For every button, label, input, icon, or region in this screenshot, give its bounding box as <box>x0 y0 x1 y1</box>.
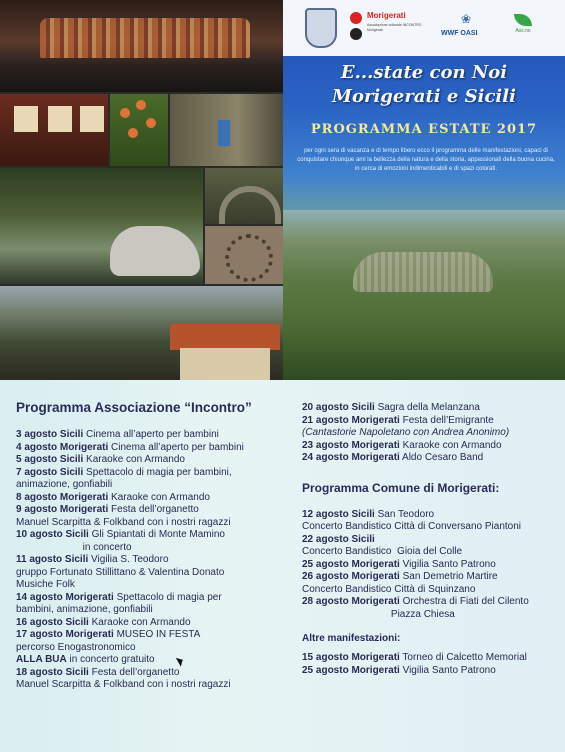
event-date: 14 agosto Morigerati <box>16 591 114 603</box>
event-line <box>302 665 562 678</box>
association-secondary-icon <box>350 28 362 40</box>
association-logo-icon <box>350 12 362 24</box>
event-line <box>16 654 286 667</box>
interior-photo <box>0 94 108 166</box>
event-line <box>16 629 286 642</box>
event-line <box>302 596 562 609</box>
event-date: 17 agosto Morigerati <box>16 629 114 640</box>
event-date: 20 agosto Sicili <box>302 402 375 413</box>
event-description: Vigilia Santo Patrono <box>399 558 496 570</box>
event-detail: percorso Enogastronomico <box>16 641 136 653</box>
event-line <box>302 509 562 522</box>
event-detail: Concerto Bandistico Gioia del Colle <box>302 546 463 557</box>
association-event-list <box>16 429 286 692</box>
sponsor-logos <box>283 0 565 56</box>
photo-collage <box>0 0 283 380</box>
other-events-title: Altre manifestazioni: <box>302 633 401 644</box>
comune-program-title: Programma Comune di Morigerati: <box>302 480 500 495</box>
event-line <box>16 504 286 517</box>
headline-line-1: E...state con Noi <box>340 62 508 83</box>
event-date: 21 agosto Morigerati <box>302 414 400 426</box>
event-line <box>302 571 562 584</box>
mountain-village-photo <box>283 210 565 380</box>
association-program-title: Programma Associazione “Incontro” <box>16 400 252 415</box>
event-date: 4 agosto Morigerati <box>16 441 109 453</box>
event-line <box>302 452 562 465</box>
right-program-column <box>302 402 562 677</box>
event-description: Karaoke con Armando <box>399 439 502 451</box>
event-description: Karaoke con Armando <box>108 491 210 503</box>
other-event-list <box>302 652 562 677</box>
river-gorge-photo <box>0 168 203 284</box>
event-detail: gruppo Fortunato Stillittano & Valentina Donato <box>16 566 225 578</box>
event-date: 16 agosto Sicili <box>16 616 89 628</box>
event-description: Aldo Cesaro Band <box>399 452 484 463</box>
event-line <box>16 529 286 542</box>
event-date: 8 agosto Morigerati <box>16 491 109 503</box>
program-section <box>0 380 565 752</box>
event-description: Karaoke con Armando <box>83 454 185 465</box>
event-date: 28 agosto Morigerati <box>302 596 400 607</box>
event-detail: Piazza Chiesa <box>302 608 455 620</box>
program-title: PROGRAMMA ESTATE 2017 <box>310 122 538 137</box>
night-town-photo <box>0 0 283 92</box>
event-description: Cinema all’aperto per bambini <box>108 441 244 453</box>
summer-program-poster <box>283 0 565 380</box>
event-date: 5 agosto Sicili <box>16 454 84 465</box>
event-description: Vigilia S. Teodoro <box>88 554 169 565</box>
event-date: 23 agosto Morigerati <box>302 439 400 451</box>
event-line <box>302 415 562 428</box>
org-name: Morigerati <box>367 11 406 20</box>
event-description: Torneo di Calcetto Memorial <box>399 652 527 663</box>
event-description: Sagra della Melanzana <box>374 402 480 413</box>
event-detail: Manuel Scarpitta & Folkband con i nostri ragazzi <box>16 679 231 690</box>
event-line <box>16 617 286 630</box>
event-detail: Concerto Bandistico Città di Squinzano <box>302 583 476 595</box>
association-event-list-continued <box>302 402 562 465</box>
wwf-logo: WWF OASI <box>441 30 478 37</box>
event-date: 18 agosto Sicili <box>16 666 89 678</box>
event-description: Cinema all’aperto per bambini <box>83 429 219 440</box>
cactus-photo <box>110 94 168 166</box>
event-date: 25 agosto Morigerati <box>302 664 400 676</box>
event-description: San Demetrio Martire <box>399 571 498 582</box>
event-date: 3 agosto Sicili <box>16 429 84 440</box>
municipal-crest-icon <box>305 8 337 48</box>
intro-text: per ogni sera di vacanza e di tempo libero ecco il programma delle manifestazioni, capaci di conquistare chiunque ami la bellezza della natura e della storia, appassionati della buona cucina, in cerca di emozioni indimenticabili e di spazi colorati. <box>297 148 555 172</box>
association-program <box>16 400 286 692</box>
event-date: 12 agosto Sicili <box>302 508 375 520</box>
event-description: Gli Spiantati di Monte Mamino <box>88 529 225 540</box>
event-description: Orchestra di Fiati del Cilento <box>399 596 529 607</box>
event-description: Festa dell’organetto <box>88 666 180 678</box>
event-line <box>16 667 286 680</box>
event-date: 22 agosto Sicili <box>302 533 375 545</box>
event-description: Festa dell’organetto <box>108 504 199 515</box>
event-date: 7 agosto Sicili <box>16 466 84 478</box>
green-association-logo <box>503 14 543 40</box>
event-line <box>16 442 286 455</box>
event-date: 9 agosto Morigerati <box>16 504 109 515</box>
stone-rosette-photo <box>205 226 283 284</box>
village-landscape-photo <box>0 286 283 380</box>
bird-icon: ❀ <box>461 12 472 26</box>
event-detail: (Cantastorie Napoletano con Andrea Anonimo) <box>302 427 510 438</box>
event-detail: in concerto <box>16 541 132 553</box>
event-line <box>16 429 286 442</box>
event-description: Spettacolo di magia per <box>113 591 222 603</box>
stone-bridge-photo <box>205 168 283 224</box>
event-description: Festa dell’Emigrante <box>399 414 494 426</box>
event-date: ALLA BUA <box>16 654 67 665</box>
event-description: Spettacolo di magia per bambini, <box>83 466 232 478</box>
comune-event-list <box>302 509 562 622</box>
event-detail: animazione, gonfiabili <box>16 479 113 490</box>
event-line <box>302 559 562 572</box>
event-detail: Manuel Scarpitta & Folkband con i nostri ragazzi <box>16 516 231 528</box>
event-line <box>302 402 562 415</box>
event-description: Karaoke con Armando <box>88 616 191 628</box>
event-date: 26 agosto Morigerati <box>302 571 400 582</box>
event-date: 15 agosto Morigerati <box>302 652 400 663</box>
green-logo-text: Ass.ne <box>515 28 531 34</box>
event-date: 11 agosto Sicili <box>16 554 89 565</box>
event-date: 25 agosto Morigerati <box>302 558 400 570</box>
event-description: MUSEO IN FESTA <box>113 629 201 640</box>
event-description: in concerto gratuito <box>66 654 155 665</box>
event-line <box>302 652 562 665</box>
event-detail: Musiche Folk <box>16 579 75 590</box>
event-detail: Concerto Bandistico Città di Conversano Piantoni <box>302 521 522 532</box>
org-subtitle: Associazione culturale INCONTRO Morigerati <box>367 23 422 32</box>
leaf-icon <box>514 14 532 26</box>
event-detail: bambini, animazione, gonfiabili <box>16 604 153 615</box>
event-line <box>16 467 286 480</box>
event-description: San Teodoro <box>374 508 435 520</box>
event-date: 10 agosto Sicili <box>16 529 89 540</box>
event-line <box>302 440 562 453</box>
event-line <box>16 592 286 605</box>
event-description: Vigilia Santo Patrono <box>399 664 496 676</box>
alley-photo <box>170 94 283 166</box>
event-date: 24 agosto Morigerati <box>302 452 400 463</box>
event-line <box>16 492 286 505</box>
event-line <box>16 554 286 567</box>
headline-line-2: Morigerati e Sicili <box>332 86 516 107</box>
event-line <box>16 454 286 467</box>
event-line <box>302 534 562 547</box>
